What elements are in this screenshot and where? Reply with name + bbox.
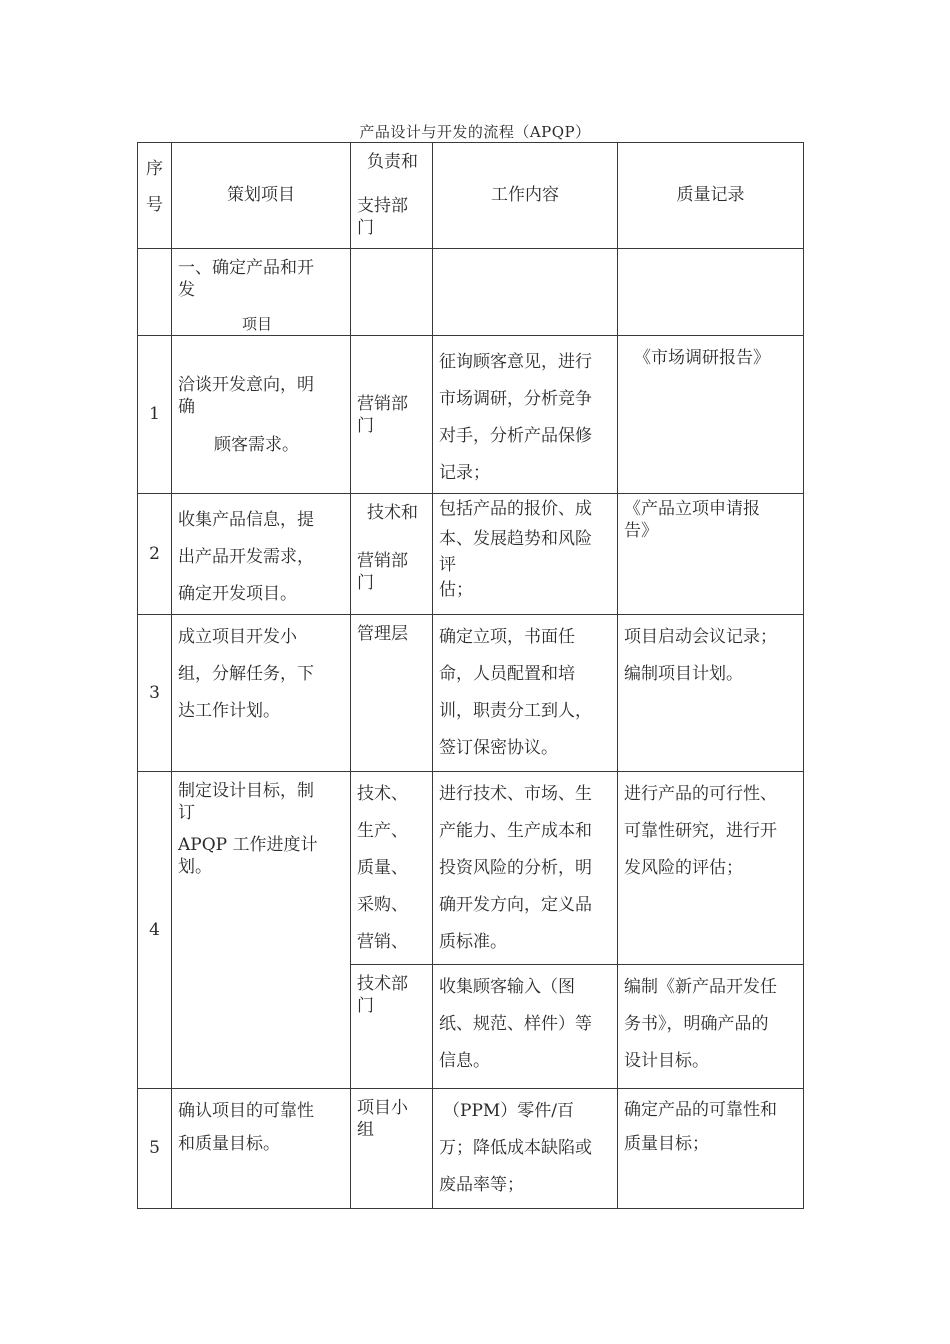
header-dept-line2: 支持部	[357, 196, 408, 216]
row-record	[618, 772, 804, 965]
row-dept-line: 项目小	[357, 1098, 408, 1118]
row-content-line: 质标准。	[439, 932, 507, 952]
row-dept-line: 门	[357, 996, 374, 1016]
row-dept-line: 组	[357, 1120, 374, 1140]
row-record	[618, 494, 804, 615]
row-dept-line: 质量、	[357, 858, 408, 878]
row-dept	[351, 1089, 433, 1209]
row-content-line: 投资风险的分析，明	[439, 858, 592, 878]
row-item	[172, 336, 351, 494]
row-item	[172, 494, 351, 615]
row-seq: 4	[138, 772, 172, 1089]
row-content-line: 包括产品的报价、成	[439, 499, 592, 519]
row-dept	[351, 494, 433, 615]
row-dept-line: 技术和	[367, 503, 418, 523]
table-row	[138, 615, 804, 772]
row-content-line: 评	[439, 555, 456, 575]
row-content-line: 万；降低成本缺陷或	[439, 1138, 592, 1158]
row-item-line: 组，分解任务，下	[178, 664, 314, 684]
row-record-line: 务书》，明确产品的	[624, 1014, 769, 1034]
row-dept	[351, 965, 433, 1089]
row-dept-line: 生产、	[357, 821, 408, 841]
row-dept-line: 管理层	[357, 624, 408, 644]
row-content	[433, 615, 618, 772]
row-record	[618, 336, 804, 494]
row-content	[433, 1089, 618, 1209]
row-record-line: 设计目标。	[624, 1051, 709, 1071]
row-content-line: 本、发展趋势和风险	[439, 529, 592, 549]
row-item-line: 划。	[178, 857, 212, 877]
row-content	[433, 965, 618, 1089]
row-record-line: 《市场调研报告》	[634, 348, 770, 368]
row-content-line: 进行技术、市场、生	[439, 784, 592, 804]
row-record-line: 编制《新产品开发任	[624, 977, 777, 997]
row-content-line: 市场调研，分析竞争	[439, 389, 592, 409]
section-title	[172, 249, 351, 336]
row-dept-line: 采购、	[357, 895, 408, 915]
header-seq-line1: 序	[146, 159, 163, 179]
row-dept	[351, 615, 433, 772]
row-item-line: 制定设计目标，制	[178, 781, 314, 801]
row-record-line: 发风险的评估；	[624, 858, 743, 878]
row-item-line: 和质量目标。	[178, 1134, 280, 1154]
header-dept	[351, 143, 433, 249]
row-content	[433, 336, 618, 494]
row-dept-line: 营销部	[357, 551, 408, 571]
row-dept-line: 门	[357, 573, 374, 593]
header-content: 工作内容	[433, 143, 618, 249]
header-item: 策划项目	[172, 143, 351, 249]
row-record-line: 项目启动会议记录；	[624, 627, 777, 647]
section-title-line2: 发	[178, 280, 195, 300]
row-item-line: 订	[178, 803, 195, 823]
table-row	[138, 336, 804, 494]
row-record-line: 进行产品的可行性、	[624, 784, 777, 804]
row-dept-line: 技术、	[357, 784, 408, 804]
header-dept-line3: 门	[357, 218, 374, 238]
row-content-line: 确定立项，书面任	[439, 627, 575, 647]
row-record-line: 可靠性研究，进行开	[624, 821, 777, 841]
row-seq: 1	[138, 336, 172, 494]
row-record-line: 告》	[624, 521, 658, 541]
row-item-line: 收集产品信息，提	[178, 510, 314, 530]
row-dept	[351, 336, 433, 494]
row-dept-line: 营销部	[357, 393, 408, 414]
row-content-line: 信息。	[439, 1051, 490, 1071]
row-dept-line: 门	[357, 415, 374, 436]
row-seq: 2	[138, 494, 172, 615]
document-title: 产品设计与开发的流程（APQP）	[359, 123, 591, 141]
row-item-line: 达工作计划。	[178, 701, 280, 721]
row-item-line: 确	[178, 396, 195, 417]
row-content-line: 估；	[439, 580, 473, 600]
row-content-line: （PPM）零件/百	[443, 1101, 575, 1121]
row-item-line: 出产品开发需求，	[178, 547, 314, 567]
table-row	[138, 1089, 804, 1209]
row-content-line: 命，人员配置和培	[439, 664, 575, 684]
row-content-line: 确开发方向，定义品	[439, 895, 592, 915]
row-item	[172, 1089, 351, 1209]
table-row	[138, 494, 804, 615]
section-record	[618, 249, 804, 336]
row-content-line: 征询顾客意见，进行	[439, 352, 592, 372]
row-record	[618, 1089, 804, 1209]
section-content	[433, 249, 618, 336]
row-item	[172, 615, 351, 772]
row-content-line: 签订保密协议。	[439, 738, 558, 758]
header-dept-line1: 负责和	[367, 152, 418, 172]
row-content-line: 纸、规范、样件）等	[439, 1014, 592, 1034]
section-dept	[351, 249, 433, 336]
row-content-line: 对手，分析产品保修	[439, 426, 592, 446]
row-item-line: 顾客需求。	[214, 434, 299, 455]
row-item-line: 确认项目的可靠性	[178, 1101, 314, 1121]
row-content-line: 废品率等；	[439, 1175, 524, 1195]
row-content-line: 收集顾客输入（图	[439, 977, 575, 997]
row-item-line: 确定开发项目。	[178, 584, 297, 604]
row-record-line: 《产品立项申请报	[624, 499, 760, 519]
row-content-line: 产能力、生产成本和	[439, 821, 592, 841]
section-seq	[138, 249, 172, 336]
row-content-line: 训，职责分工到人，	[439, 701, 592, 721]
header-row	[138, 143, 804, 249]
row-seq: 3	[138, 615, 172, 772]
table-row	[138, 772, 804, 965]
header-seq-line2: 号	[146, 195, 163, 215]
row-dept-line: 营销、	[357, 932, 408, 952]
row-record-line: 编制项目计划。	[624, 664, 743, 684]
header-seq	[138, 143, 172, 249]
row-record-line: 确定产品的可靠性和	[624, 1100, 777, 1120]
row-item-line: APQP 工作进度计	[178, 835, 318, 855]
row-item-line: 成立项目开发小	[178, 627, 297, 647]
row-content	[433, 494, 618, 615]
row-item	[172, 772, 351, 1089]
row-dept	[351, 772, 433, 965]
row-content-line: 记录；	[439, 463, 490, 483]
row-item-line: 洽谈开发意向，明	[178, 374, 314, 395]
section-title-line3: 项目	[242, 315, 273, 333]
apqp-table	[137, 142, 804, 1209]
section-row	[138, 249, 804, 336]
row-record-line: 质量目标；	[624, 1134, 709, 1154]
row-content	[433, 772, 618, 965]
row-seq: 5	[138, 1089, 172, 1209]
row-record	[618, 615, 804, 772]
section-title-line1: 一、确定产品和开	[178, 258, 314, 278]
row-record	[618, 965, 804, 1089]
row-dept-line: 技术部	[357, 974, 408, 994]
header-record: 质量记录	[618, 143, 804, 249]
